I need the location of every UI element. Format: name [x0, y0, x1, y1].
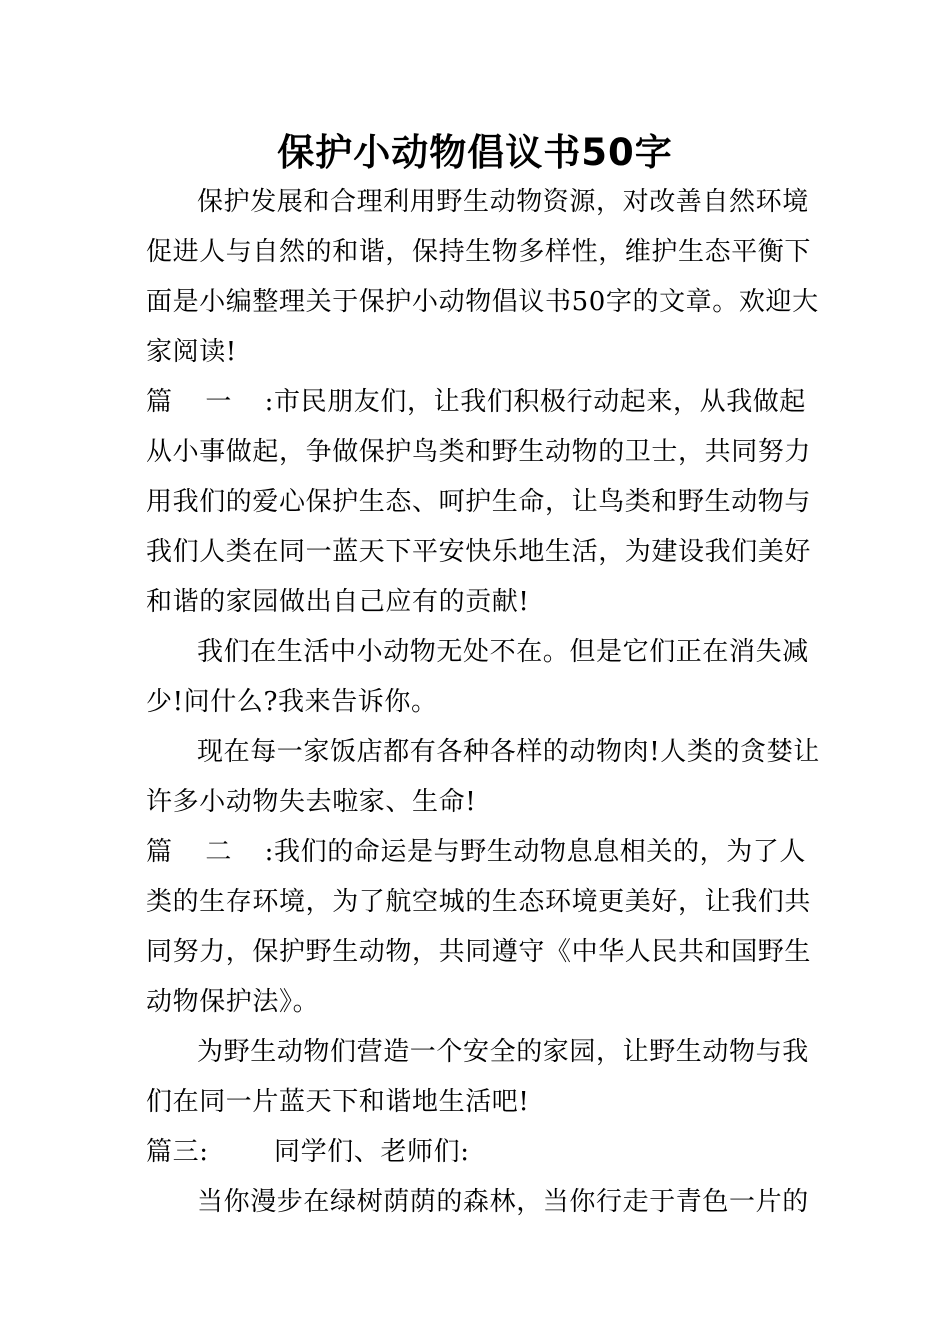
- paragraph-line: 从小事做起，争做保护鸟类和野生动物的卫士，共同努力: [146, 437, 812, 467]
- paragraph-line: 用我们的爱心保护生态、呵护生命，让鸟类和野生动物与: [146, 487, 812, 517]
- paragraph-line: 们在同一片蓝天下和谐地生活吧!: [146, 1087, 530, 1117]
- paragraph-line: 少!问什么?我来告诉你。: [146, 687, 438, 717]
- section-one-first-line: [146, 382, 806, 422]
- paragraph-line: 现在每一家饭店都有各种各样的动物肉!人类的贪婪让: [197, 737, 820, 767]
- section-two-first-line: [146, 832, 806, 872]
- section-label-three: 篇三:: [146, 1137, 209, 1167]
- paragraph-line: 同努力，保护野生动物，共同遵守《中华人民共和国野生: [146, 937, 812, 967]
- paragraph-line: 和谐的家园做出自己应有的贡献!: [146, 587, 530, 617]
- paragraph-text: 市民朋友们，让我们积极行动起来，从我做起: [274, 387, 807, 417]
- section-three-first-line: [146, 1132, 806, 1172]
- paragraph-line: 当你漫步在绿树荫荫的森林，当你行走于青色一片的: [197, 1187, 809, 1217]
- paragraph-line: 类的生存环境，为了航空城的生态环境更美好，让我们共: [146, 887, 812, 917]
- section-label-two: 篇二:: [146, 837, 274, 867]
- paragraph-line: 动物保护法》。: [146, 987, 320, 1017]
- paragraph-line: 我们人类在同一蓝天下平安快乐地生活，为建设我们美好: [146, 537, 812, 567]
- paragraph-line: 保护发展和合理利用野生动物资源，对改善自然环境: [197, 187, 809, 217]
- document-title: 保护小动物倡议书50字: [277, 131, 673, 174]
- paragraph-line: 促进人与自然的和谐，保持生物多样性，维护生态平衡下: [146, 237, 812, 267]
- paragraph-line: 为野生动物们营造一个安全的家园，让野生动物与我: [197, 1037, 809, 1067]
- paragraph-line: 家阅读!: [146, 337, 237, 367]
- paragraph-line: 面是小编整理关于保护小动物倡议书50字的文章。欢迎大: [146, 287, 819, 317]
- paragraph-line: 我们在生活中小动物无处不在。但是它们正在消失减: [197, 637, 809, 667]
- paragraph-text: 我们的命运是与野生动物息息相关的，为了人: [274, 837, 807, 867]
- paragraph-line: 许多小动物失去啦家、生命!: [146, 787, 477, 817]
- paragraph-text: 同学们、老师们:: [274, 1137, 470, 1167]
- section-label-one: 篇一:: [146, 387, 274, 417]
